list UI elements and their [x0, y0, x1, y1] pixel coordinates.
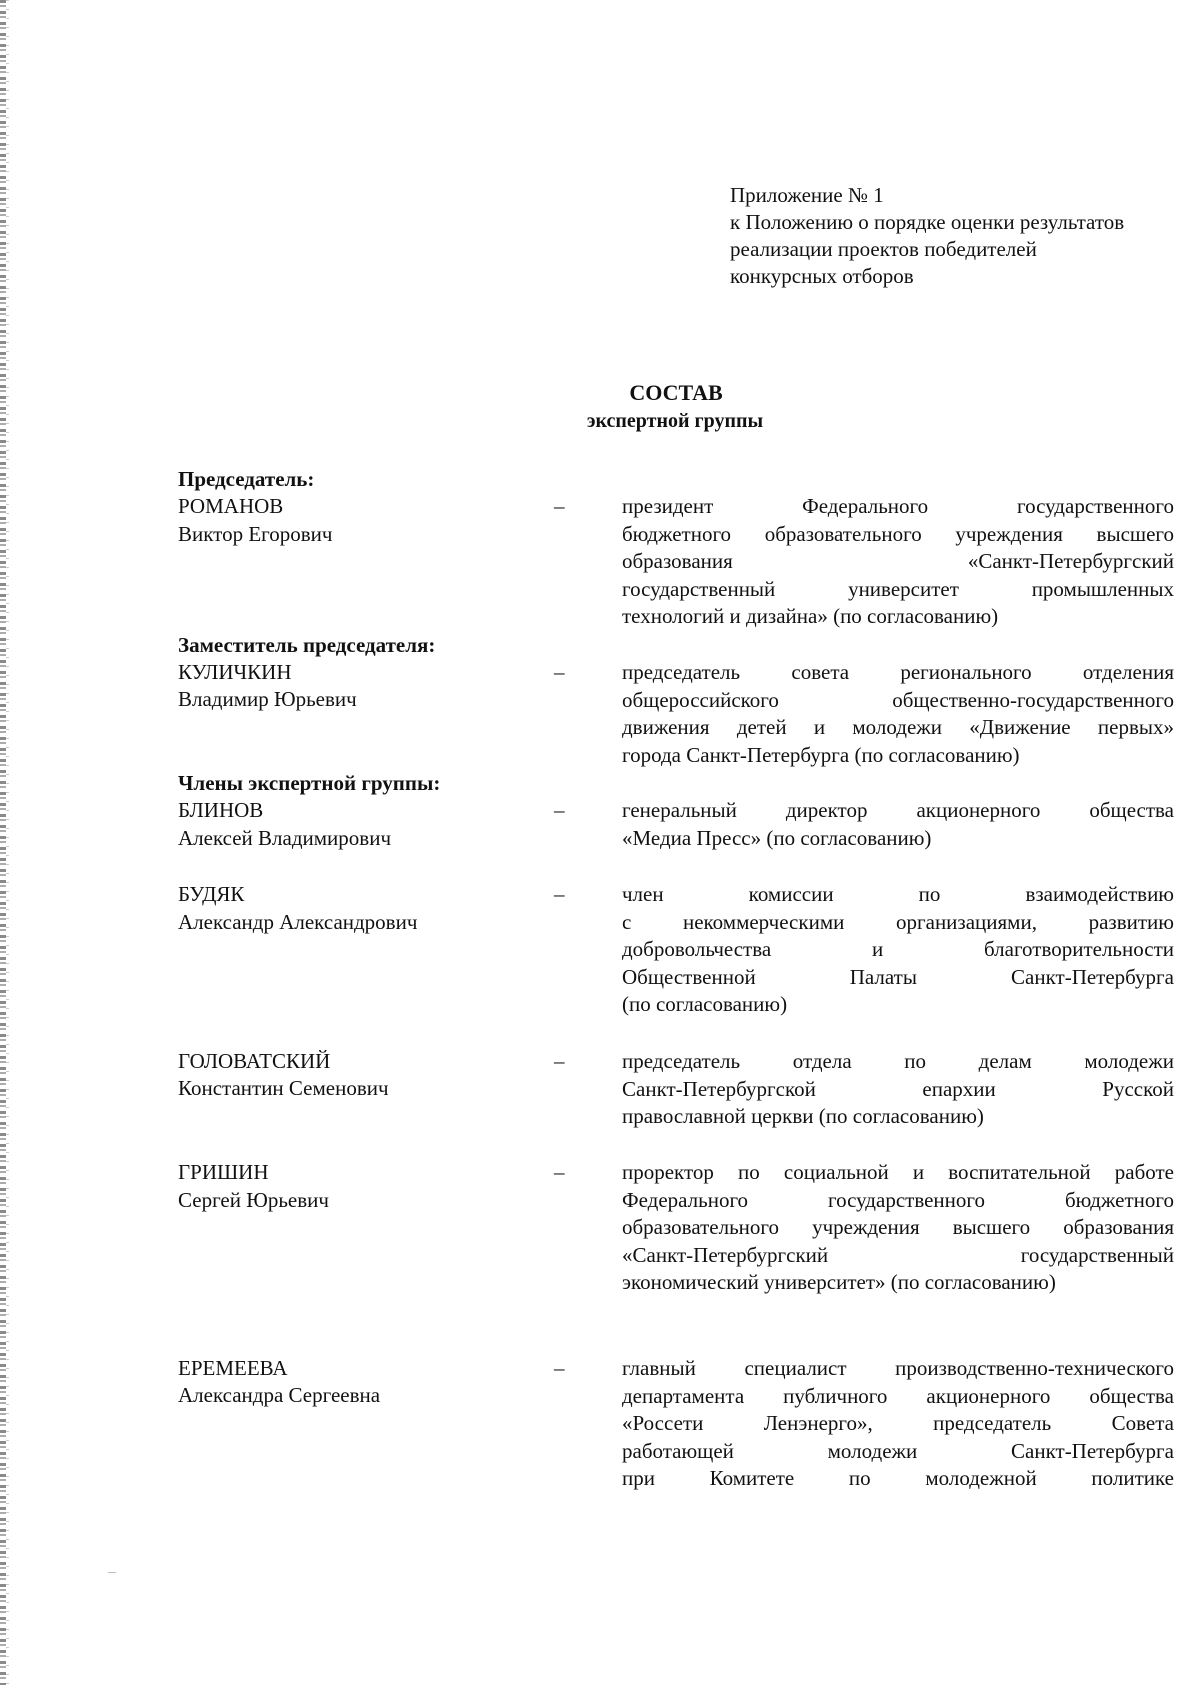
- dash-separator: –: [554, 1049, 565, 1073]
- member-surname: БУДЯК: [178, 882, 245, 906]
- annex-line-1: Приложение № 1: [730, 183, 884, 207]
- member-given-names: Сергей Юрьевич: [178, 1188, 329, 1212]
- member-surname: ГОЛОВАТСКИЙ: [178, 1049, 331, 1073]
- description-line: образовательного учреждения высшего образования: [622, 1215, 1174, 1240]
- member-description: [622, 1048, 1174, 1131]
- member-surname: БЛИНОВ: [178, 798, 264, 822]
- member-description: [622, 881, 1174, 1019]
- description-line: член комиссии по взаимодействию: [622, 882, 1174, 906]
- annex-line-2: к Положению о порядке оценки результатов: [730, 210, 1125, 234]
- description-line: Общественной Палаты Санкт-Петербурга: [622, 964, 1174, 989]
- member-surname: КУЛИЧКИН: [178, 660, 292, 684]
- annex-line-4: конкурсных отборов: [730, 264, 914, 288]
- description-line: образования «Санкт-Петербургский: [622, 549, 1174, 574]
- description-line: председатель совета регионального отделения: [622, 660, 1174, 684]
- scan-speck: [108, 1572, 116, 1573]
- document-title: СОСТАВ: [629, 380, 723, 405]
- annex-header: [730, 182, 1124, 290]
- description-line: при Комитете по молодежной политике: [622, 1466, 1174, 1491]
- member-description: [622, 1355, 1174, 1493]
- description-line: технологий и дизайна» (по согласованию): [622, 604, 999, 629]
- member-surname: РОМАНОВ: [178, 494, 284, 518]
- description-line: православной церкви (по согласованию): [622, 1104, 984, 1129]
- member-given-names: Константин Семенович: [178, 1076, 389, 1100]
- member-description: [622, 1159, 1174, 1297]
- description-line: добровольчества и благотворительности: [622, 937, 1174, 962]
- description-line: президент Федерального государственного: [622, 494, 1174, 518]
- role-heading-deputy: Заместитель председателя:: [178, 633, 436, 657]
- dash-separator: –: [554, 1160, 565, 1184]
- dash-separator: –: [554, 1356, 565, 1380]
- member-given-names: Виктор Егорович: [178, 522, 333, 546]
- description-line: работающей молодежи Санкт-Петербурга: [622, 1438, 1174, 1463]
- description-line: проректор по социальной и воспитательной работе: [622, 1160, 1174, 1184]
- description-line: движения детей и молодежи «Движение первых»: [622, 715, 1174, 740]
- dash-separator: –: [554, 882, 565, 906]
- description-line: «Санкт-Петербургский государственный: [622, 1242, 1174, 1267]
- description-line: департамента публичного акционерного общества: [622, 1383, 1174, 1408]
- description-line: государственный университет промышленных: [622, 576, 1174, 601]
- member-surname: ГРИШИН: [178, 1160, 269, 1184]
- scan-edge-artifact-inner: [6, 0, 9, 1685]
- document-subtitle: экспертной группы: [586, 410, 764, 432]
- description-line: бюджетного образовательного учреждения высшего: [622, 521, 1174, 546]
- member-description: [622, 797, 1174, 852]
- dash-separator: –: [554, 660, 565, 684]
- description-line: (по согласованию): [622, 992, 788, 1017]
- description-line: Федерального государственного бюджетного: [622, 1187, 1174, 1212]
- member-given-names: Александра Сергеевна: [178, 1383, 381, 1407]
- role-heading-members: Члены экспертной группы:: [178, 771, 441, 795]
- member-description: [622, 659, 1174, 769]
- member-given-names: Александр Александрович: [178, 910, 418, 934]
- description-line: экономический университет» (по согласованию): [622, 1270, 1056, 1295]
- description-line: города Санкт-Петербурга (по согласованию): [622, 742, 1020, 767]
- member-description: [622, 493, 1174, 631]
- annex-line-3: реализации проектов победителей: [730, 237, 1037, 261]
- role-heading-chairman: Председатель:: [178, 467, 315, 491]
- member-surname: ЕРЕМЕЕВА: [178, 1356, 288, 1380]
- member-given-names: Владимир Юрьевич: [178, 687, 357, 711]
- description-line: «Медиа Пресс» (по согласованию): [622, 825, 932, 850]
- description-line: председатель отдела по делам молодежи: [622, 1049, 1174, 1073]
- description-line: с некоммерческими организациями, развитию: [622, 909, 1174, 934]
- description-line: «Россети Ленэнерго», председатель Совета: [622, 1411, 1174, 1436]
- dash-separator: –: [554, 494, 565, 518]
- description-line: генеральный директор акционерного общества: [622, 798, 1174, 822]
- description-line: общероссийского общественно-государственного: [622, 687, 1174, 712]
- dash-separator: –: [554, 798, 565, 822]
- member-given-names: Алексей Владимирович: [178, 826, 392, 850]
- description-line: главный специалист производственно-технического: [622, 1356, 1174, 1380]
- description-line: Санкт-Петербургской епархии Русской: [622, 1076, 1174, 1101]
